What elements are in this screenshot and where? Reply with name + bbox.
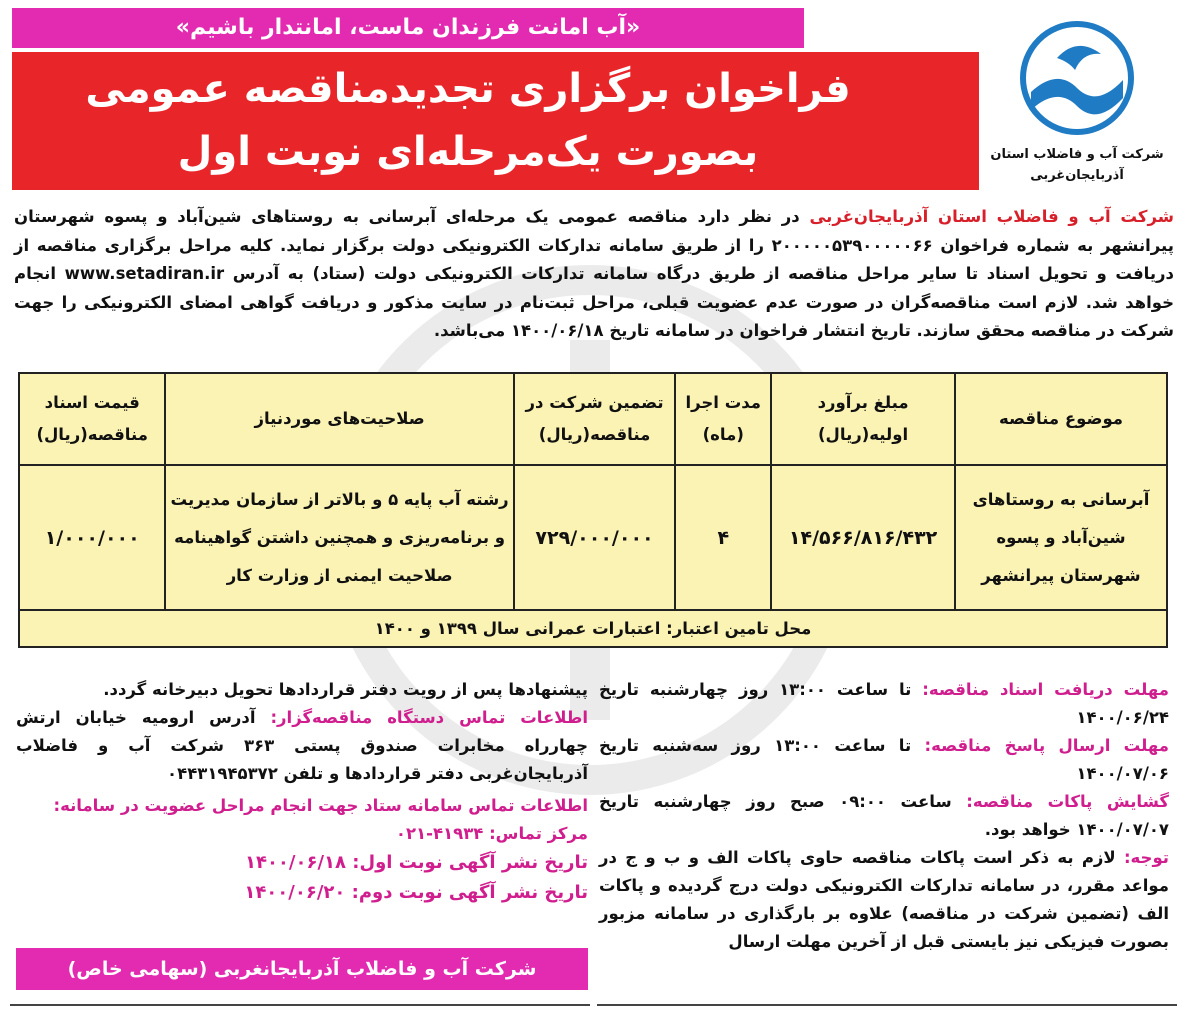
water-company-logo-icon: [1017, 18, 1137, 138]
logo-name-line-2: آذربایجان‌غربی: [1030, 168, 1124, 183]
opening-label: گشایش پاکات مناقصه:: [966, 792, 1169, 811]
contact-info: [16, 704, 588, 788]
logo-name-line-1: شرکت آب و فاضلاب استان: [990, 147, 1164, 162]
company-logo: [979, 8, 1175, 190]
table-footer-row: [19, 610, 1167, 647]
note-label: توجه:: [1123, 848, 1169, 867]
deadline-submit-label: مهلت ارسال پاسخ مناقصه:: [924, 736, 1169, 755]
note-text: لازم به ذکر است پاکات مناقصه حاوی پاکات الف و ب و ج در مواعد مقرر، در سامانه تدارکات الکترونیکی دولت درج گردیده و پاکات الف (تضمین شرکت در مناقصه) علاوه بر بارگذاری در سامانه مزبور بصورت فیزیکی نیز بایستی قبل از آخرین مهلت ارسال: [599, 848, 1169, 951]
tender-table: [18, 372, 1168, 648]
deadline-docs: [599, 676, 1169, 732]
intro-text: در نظر دارد مناقصه عمومی یک مرحله‌ای آبرسانی به روستاهای شین‌آباد و پسوه شهرستان پیرانشهر به شماره فراخوان ۲۰۰۰۰۰۵۳۹۰۰۰۰۰۶۶ را از طریق سامانه تدارکات الکترونیکی دولت برگزار نماید. کلیه مراحل برگزاری مناقصه از دریافت و تحویل اسناد تا سایر مراحل مناقصه از طریق درگاه سامانه تدارکات الکترونیکی دولت (ستاد) به آدرس www.setadiran.ir انجام خواهد شد. لازم است مناقصه‌گران در صورت عدم عضویت قبلی، مراحل ثبت‌نام در سایت مذکور و دریافت گواهی امضای الکترونیکی را جهت شرکت در مناقصه محقق سازند. تاریخ انتشار فراخوان در سامانه تاریخ ۱۴۰۰/۰۶/۱۸ می‌باشد.: [14, 207, 1174, 340]
header-qualifications: صلاحیت‌های موردنیاز: [165, 373, 513, 465]
intro-company-name: شرکت آب و فاضلاب استان آذربایجان‌غربی: [809, 207, 1174, 226]
table-row: [19, 465, 1167, 610]
funding-source: محل تامین اعتبار: اعتبارات عمرانی سال ۱۳۹۹ و ۱۴۰۰: [19, 610, 1167, 647]
bottom-rule-right: [597, 1004, 1177, 1006]
call-center: مرکز تماس: ۴۱۹۳۴-۰۲۱: [395, 824, 588, 843]
deadline-submit: [599, 732, 1169, 788]
header-estimate: مبلغ برآورد اولیه(ریال): [771, 373, 955, 465]
cell-duration: ۴: [675, 465, 771, 610]
cell-guarantee: ۷۲۹/۰۰۰/۰۰۰: [514, 465, 676, 610]
deadline-submit-text: تا ساعت ۱۳:۰۰ روز سه‌شنبه تاریخ ۱۴۰۰/۰۷/۰۶: [599, 736, 1169, 783]
title-line-2: بصورت یک‌مرحله‌ای نوبت اول: [177, 129, 759, 175]
cell-doc-price: ۱/۰۰۰/۰۰۰: [19, 465, 165, 610]
slogan-banner: «آب امانت فرزندان ماست، امانتدار باشیم»: [12, 8, 804, 48]
contact-label: اطلاعات تماس دستگاه مناقصه‌گزار:: [270, 708, 588, 727]
publish-date-second: تاریخ نشر آگهی نوبت دوم: ۱۴۰۰/۰۶/۲۰: [244, 882, 588, 903]
cell-estimate: ۱۴/۵۶۶/۸۱۶/۴۳۲: [771, 465, 955, 610]
cell-subject: آبرسانی به روستاهای شین‌آباد و پسوه شهرستان پیرانشهر: [955, 465, 1167, 610]
deadline-docs-text: تا ساعت ۱۳:۰۰ روز چهارشنبه تاریخ ۱۴۰۰/۰۶/۲۴: [599, 680, 1169, 727]
opening: [599, 788, 1169, 844]
contact-text: آدرس ارومیه خیابان ارتش چهارراه مخابرات صندوق پستی ۳۶۳ شرکت آب و فاضلاب آذربایجان‌غربی دفتر قراردادها و تلفن ۰۴۴۳۱۹۴۵۳۷۲: [16, 708, 588, 783]
note: [599, 844, 1169, 956]
note-continuation: پیشنهادها پس از رویت دفتر قراردادها تحویل دبیرخانه گردد.: [103, 680, 588, 699]
table-header-row: [19, 373, 1167, 465]
bottom-rule-left: [10, 1004, 590, 1006]
header-duration: مدت اجرا (ماه): [675, 373, 771, 465]
footer-company-banner: شرکت آب و فاضلاب آذربایجانغربی (سهامی خاص): [16, 948, 588, 990]
deadline-docs-label: مهلت دریافت اسناد مناقصه:: [922, 680, 1169, 699]
intro-paragraph: [14, 203, 1174, 346]
header-guarantee: تضمین شرکت در مناقصه(ریال): [514, 373, 676, 465]
title-banner: [12, 52, 984, 190]
contact-column: [16, 676, 588, 908]
setad-contact: اطلاعات تماس سامانه ستاد جهت انجام مراحل عضویت در سامانه:: [53, 796, 588, 815]
publish-date-first: تاریخ نشر آگهی نوبت اول: ۱۴۰۰/۰۶/۱۸: [244, 852, 588, 873]
cell-qualifications: رشته آب پایه ۵ و بالاتر از سازمان مدیریت و برنامه‌ریزی و همچنین داشتن گواهینامه صلاحیت ایمنی از وزارت کار: [165, 465, 513, 610]
title-line-1: فراخوان برگزاری تجدیدمناقصه عمومی: [85, 66, 851, 112]
header-doc-price: قیمت اسناد مناقصه(ریال): [19, 373, 165, 465]
deadlines-column: [599, 676, 1169, 956]
opening-text: ساعت ۰۹:۰۰ صبح روز چهارشنبه تاریخ ۱۴۰۰/۰۷/۰۷ خواهد بود.: [599, 792, 1169, 839]
header-subject: موضوع مناقصه: [955, 373, 1167, 465]
